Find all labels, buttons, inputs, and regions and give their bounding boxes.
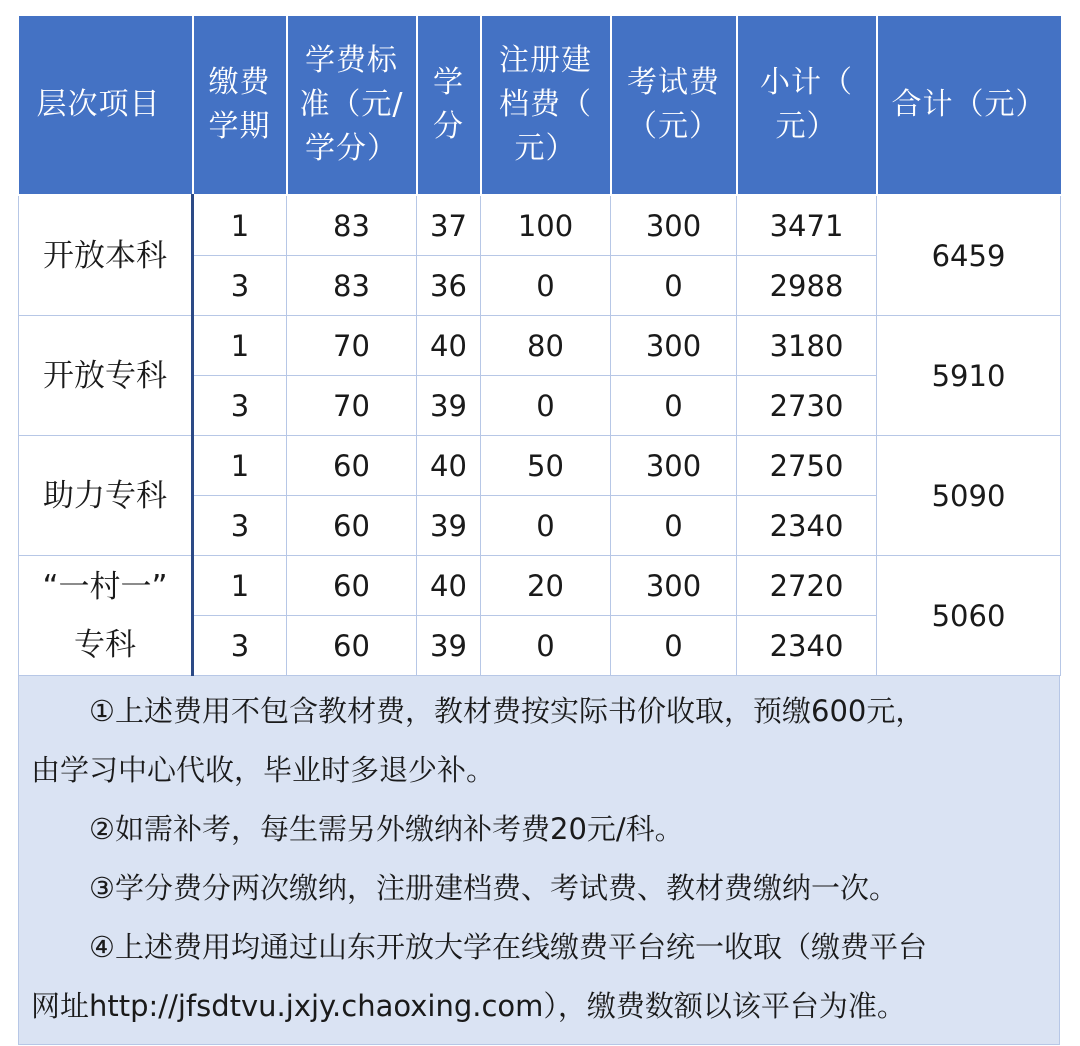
exam-cell: 0 [611, 376, 737, 436]
total-cell: 5060 [877, 556, 1061, 676]
level-cell [19, 195, 193, 316]
registration-cell: 0 [481, 376, 611, 436]
exam-cell: 300 [611, 195, 737, 256]
subtotal-cell: 2340 [737, 496, 877, 556]
note-1-line-1: ①上述费用不包含教材费，教材费按实际书价收取，预缴600元， [89, 694, 925, 728]
subtotal-cell: 2750 [737, 436, 877, 496]
header-credits [417, 15, 481, 195]
header-registration-line: 注册建 [499, 43, 592, 78]
level-label: 开放本科 [43, 237, 167, 274]
header-subtotal-line: 小计（ [760, 65, 853, 100]
header-rate [287, 15, 417, 195]
fee-document [18, 14, 1060, 1045]
subtotal-cell: 3471 [737, 195, 877, 256]
header-total-line: 合计（元） [891, 87, 1047, 122]
term-cell: 1 [193, 195, 287, 256]
note-2: ②如需补考，每生需另外缴纳补考费20元/科。 [89, 812, 684, 846]
header-rate-line: 学费标 [305, 43, 398, 78]
exam-cell: 300 [611, 436, 737, 496]
rate-cell: 60 [287, 616, 417, 676]
table-body [19, 195, 1061, 676]
note-1-line-2: 由学习中心代收，毕业时多退少补。 [31, 753, 496, 787]
header-total [877, 15, 1061, 195]
header-rate-line: 学分） [305, 131, 398, 166]
registration-cell: 80 [481, 316, 611, 376]
rate-cell: 60 [287, 436, 417, 496]
term-cell: 1 [193, 436, 287, 496]
term-cell: 1 [193, 316, 287, 376]
level-cell [19, 436, 193, 556]
table-row [19, 436, 1061, 496]
registration-cell: 0 [481, 616, 611, 676]
table-row [19, 316, 1061, 376]
level-label: 助力专科 [43, 477, 167, 514]
header-credits-line: 学 [433, 65, 464, 100]
subtotal-cell: 2988 [737, 256, 877, 316]
total-cell: 5090 [877, 436, 1061, 556]
level-label: 专科 [74, 626, 136, 663]
table-row [19, 195, 1061, 256]
credits-cell: 40 [417, 556, 481, 616]
registration-cell: 0 [481, 256, 611, 316]
header-subtotal-line: 元） [775, 109, 838, 144]
term-cell: 3 [193, 496, 287, 556]
notes-section [18, 676, 1060, 1045]
header-row [19, 15, 1061, 195]
credits-cell: 39 [417, 616, 481, 676]
total-cell: 5910 [877, 316, 1061, 436]
registration-cell: 100 [481, 195, 611, 256]
term-cell: 3 [193, 376, 287, 436]
header-exam [611, 15, 737, 195]
header-term [193, 15, 287, 195]
header-term-line: 缴费 [208, 65, 271, 100]
header-registration-line: 档费（ [499, 87, 592, 122]
subtotal-cell: 3180 [737, 316, 877, 376]
note-4-line-1: ④上述费用均通过山东开放大学在线缴费平台统一收取（缴费平台 [89, 930, 927, 964]
rate-cell: 70 [287, 376, 417, 436]
exam-cell: 0 [611, 496, 737, 556]
credits-cell: 36 [417, 256, 481, 316]
subtotal-cell: 2340 [737, 616, 877, 676]
exam-cell: 300 [611, 556, 737, 616]
exam-cell: 0 [611, 616, 737, 676]
fee-table [18, 14, 1061, 676]
header-rate-line: 准（元/ [299, 87, 404, 122]
table-row [19, 556, 1061, 616]
header-subtotal [737, 15, 877, 195]
header-level-line: 层次项目 [36, 87, 161, 122]
rate-cell: 83 [287, 195, 417, 256]
credits-cell: 40 [417, 436, 481, 496]
header-registration-line: 元） [514, 131, 577, 166]
total-cell: 6459 [877, 195, 1061, 316]
term-cell: 1 [193, 556, 287, 616]
rate-cell: 60 [287, 496, 417, 556]
subtotal-cell: 2720 [737, 556, 877, 616]
level-cell [19, 556, 193, 676]
credits-cell: 40 [417, 316, 481, 376]
level-cell [19, 316, 193, 436]
term-cell: 3 [193, 616, 287, 676]
rate-cell: 83 [287, 256, 417, 316]
header-registration [481, 15, 611, 195]
credits-cell: 37 [417, 195, 481, 256]
level-label: “一村一” [42, 568, 168, 605]
header-level [19, 15, 193, 195]
subtotal-cell: 2730 [737, 376, 877, 436]
credits-cell: 39 [417, 376, 481, 436]
credits-cell: 39 [417, 496, 481, 556]
header-term-line: 学期 [208, 109, 271, 144]
registration-cell: 50 [481, 436, 611, 496]
rate-cell: 60 [287, 556, 417, 616]
exam-cell: 300 [611, 316, 737, 376]
term-cell: 3 [193, 256, 287, 316]
registration-cell: 0 [481, 496, 611, 556]
exam-cell: 0 [611, 256, 737, 316]
registration-cell: 20 [481, 556, 611, 616]
note-4-line-2: 网址http://jfsdtvu.jxjy.chaoxing.com），缴费数额以该平台为准。 [31, 989, 906, 1023]
header-exam-line: 考试费 [627, 65, 720, 100]
header-credits-line: 分 [433, 109, 464, 144]
level-label: 开放专科 [43, 357, 167, 394]
note-3: ③学分费分两次缴纳，注册建档费、考试费、教材费缴纳一次。 [89, 871, 898, 905]
rate-cell: 70 [287, 316, 417, 376]
header-exam-line: （元） [627, 109, 720, 144]
